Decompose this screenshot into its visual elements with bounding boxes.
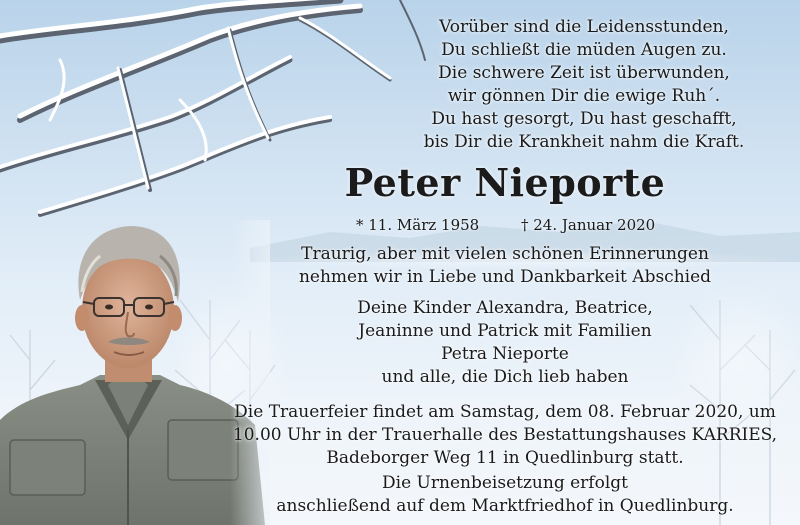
death-date: † 24. Januar 2020 bbox=[521, 216, 656, 234]
ceremony-line: Badeborger Weg 11 in Quedlinburg statt. bbox=[326, 448, 684, 468]
mourner-line: Petra Nieporte bbox=[441, 344, 569, 364]
poem-line: wir gönnen Dir die ewige Ruh´. bbox=[447, 86, 721, 106]
poem-line: Vorüber sind die Leidensstunden, bbox=[439, 17, 729, 37]
ceremony-line: 10.00 Uhr in der Trauerhalle des Bestattungshauses KARRIES, bbox=[232, 425, 778, 445]
poem-line: Die schwere Zeit ist überwunden, bbox=[438, 63, 730, 83]
ceremony-line: Die Trauerfeier findet am Samstag, dem 08. Februar 2020, um bbox=[234, 402, 776, 422]
mourner-line: Jeaninne und Patrick mit Familien bbox=[358, 321, 652, 341]
farewell-line: nehmen wir in Liebe und Dankbarkeit Abschied bbox=[298, 267, 712, 287]
poem-line: Du schließt die müden Augen zu. bbox=[441, 40, 727, 60]
farewell-line: Traurig, aber mit vielen schönen Erinnerungen bbox=[301, 244, 709, 264]
mourner-line: und alle, die Dich lieb haben bbox=[381, 367, 629, 387]
poem-line: bis Dir die Krankheit nahm die Kraft. bbox=[423, 132, 745, 152]
ceremony-line: anschließend auf dem Marktfriedhof in Quedlinburg. bbox=[276, 496, 734, 516]
birth-date: * 11. März 1958 bbox=[356, 216, 480, 234]
deceased-name: Peter Nieporte bbox=[344, 160, 666, 205]
poem-line: Du hast gesorgt, Du hast geschafft, bbox=[431, 109, 737, 129]
mourner-line: Deine Kinder Alexandra, Beatrice, bbox=[357, 298, 653, 318]
ceremony-line: Die Urnenbeisetzung erfolgt bbox=[382, 473, 628, 493]
